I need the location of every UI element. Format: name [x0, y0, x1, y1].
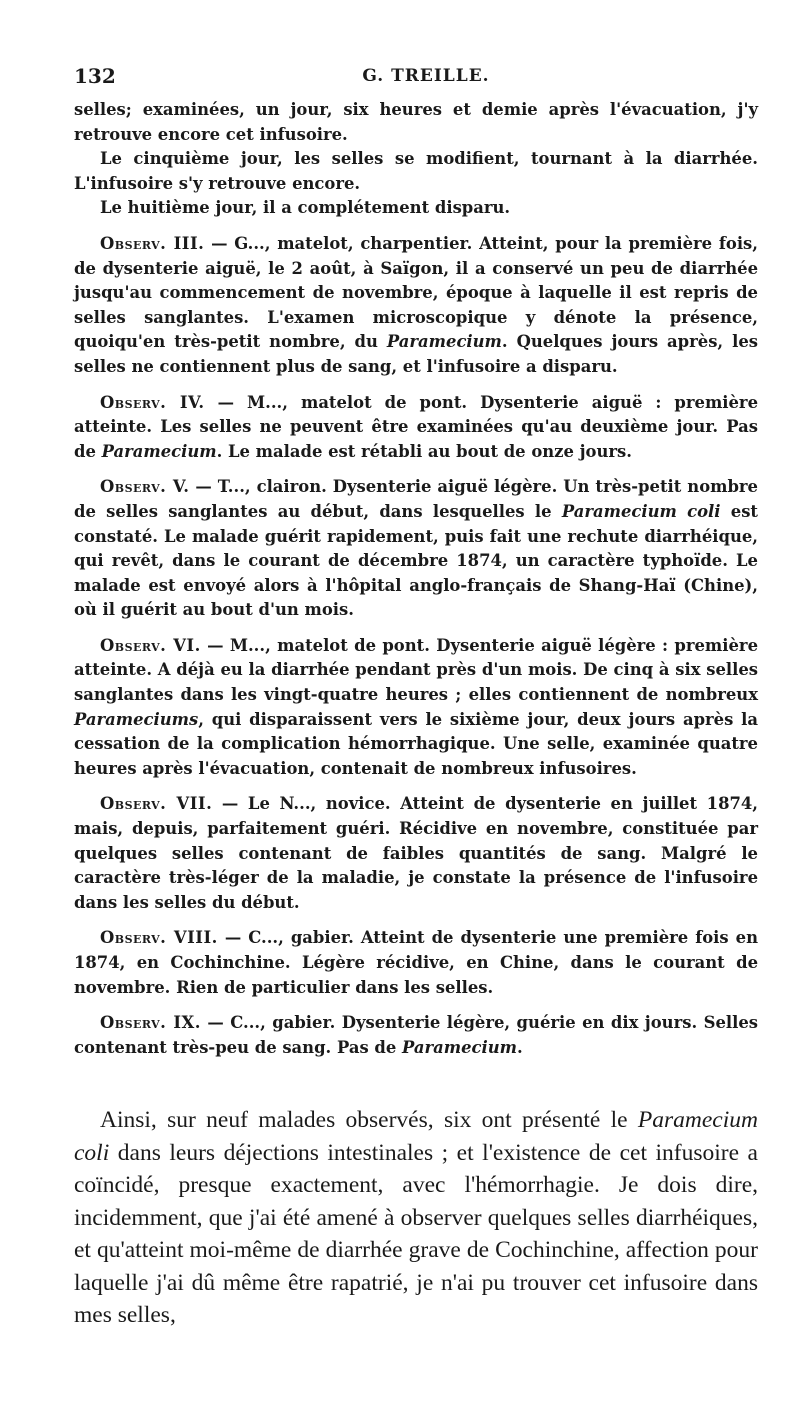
observation-4	[74, 391, 758, 465]
observation-text: — M..., matelot de pont. Dysenterie aiguë légère : première atteinte. A déjà eu la diarrhée pendant près d'un mois. De cinq à six selles sanglantes dans les vingt-quatre heures ; elles contiennent de nombreux	[74, 635, 758, 705]
conclusion-paragraph	[74, 1104, 758, 1332]
page-number: 132	[74, 64, 116, 88]
running-head: G. TREILLE.	[362, 66, 490, 86]
observation-text: .	[517, 1037, 523, 1057]
species-name: Paramecium coli	[561, 501, 721, 521]
observation-text: . Le malade est rétabli au bout de onze jours.	[216, 441, 632, 461]
observation-label: Observ. VII.	[100, 794, 213, 814]
species-name: Parameciums	[74, 709, 199, 729]
observation-7	[74, 792, 758, 915]
observation-8	[74, 926, 758, 1000]
observation-text: — C..., gabier. Dysenterie légère, guérie en dix jours. Selles contenant très-peu de sang. Pas de	[74, 1013, 758, 1057]
observation-text: est constaté. Le malade guérit rapidement, puis fait une rechute diarrhéique, qui revêt, dans le courant de décembre 1874, un caractère typhoïde. Le malade est envoyé alors à l'hôpital anglo-français de Shang-Haï (Chine), où il guérit au bout d'un mois.	[74, 501, 758, 620]
species-name: Paramecium	[402, 1037, 518, 1057]
observation-9	[74, 1011, 758, 1060]
observation-label: Observ. IV.	[100, 392, 205, 412]
body-text	[74, 98, 758, 1060]
paragraph: selles; examinées, un jour, six heures et demie après l'évacuation, j'y retrouve encore cet infusoire.	[74, 100, 758, 144]
observation-6	[74, 634, 758, 782]
observation-text: — G..., matelot, charpentier. Atteint, pour la première fois, de dysenterie aiguë, le 2 août, à Saïgon, il a conservé un peu de diarrhée jusqu'au commencement de novembre, époque à laquelle il est repris de selles sanglantes. L'examen microscopique y dénote la présence, quoiqu'en très-petit nombre, du	[74, 233, 758, 352]
observation-text: — C..., gabier. Atteint de dysenterie une première fois en 1874, en Cochinchine. Légère récidive, en Chine, dans le courant de novembre. Rien de particulier dans les selles.	[74, 928, 758, 997]
observation-label: Observ. VIII.	[100, 928, 218, 948]
observation-text: . Quelques jours après, les selles ne contiennent plus de sang, et l'infusoire a disparu.	[74, 332, 758, 376]
conclusion-text-end: dans leurs déjections intestinales ; et l'existence de cet infusoire a coïncidé, presque exactement, avec l'hémorrhagie. Je dois dire, incidemment, que j'ai été amené à observer quelques selles diarrhéiques, et qu'atteint moi-même de diarrhée grave de Cochinchine, affection pour laquelle j'ai dû même être rapatrié, je n'ai pu trouver cet infusoire dans mes selles,	[74, 1139, 758, 1328]
conclusion-text	[74, 1104, 758, 1332]
species-name: Paramecium coli	[74, 1107, 758, 1166]
page-header	[74, 64, 758, 94]
conclusion-text-start: Ainsi, sur neuf malades observés, six ont présenté le	[100, 1107, 638, 1133]
observation-label: Observ. III.	[100, 233, 205, 253]
observation-3	[74, 232, 758, 380]
observation-5	[74, 475, 758, 623]
observation-text: — Le N..., novice. Atteint de dysenterie en juillet 1874, mais, depuis, parfaitement guéri. Récidive en novembre, constituée par quelques selles contenant de faibles quantités de sang. Malgré le caractère très-léger de la maladie, je constate la présence de l'infusoire dans les selles du début.	[74, 794, 758, 912]
observation-text: — M..., matelot de pont. Dysenterie aiguë : première atteinte. Les selles ne peuvent être examinées qu'au deuxième jour. Pas de	[74, 392, 758, 461]
species-name: Paramecium	[101, 441, 217, 461]
observation-label: Observ. IX.	[100, 1013, 201, 1033]
observation-text: , qui disparaissent vers le sixième jour, deux jours après la cessation de la complication hémorrhagique. Une selle, examinée quatre heures après l'évacuation, contenait de nombreux infusoires.	[74, 709, 758, 778]
observation-text: — T..., clairon. Dysenterie aiguë légère. Un très-petit nombre de selles sanglantes au début, dans lesquelles le	[74, 477, 758, 521]
observation-label: Observ. V.	[100, 477, 190, 497]
observation-label: Observ. VI.	[100, 635, 201, 655]
species-name: Paramecium	[386, 332, 502, 352]
paragraph: Le huitième jour, il a complétement disparu.	[100, 198, 511, 218]
paragraph: Le cinquième jour, les selles se modifient, tournant à la diarrhée. L'infusoire s'y retrouve encore.	[74, 149, 758, 193]
